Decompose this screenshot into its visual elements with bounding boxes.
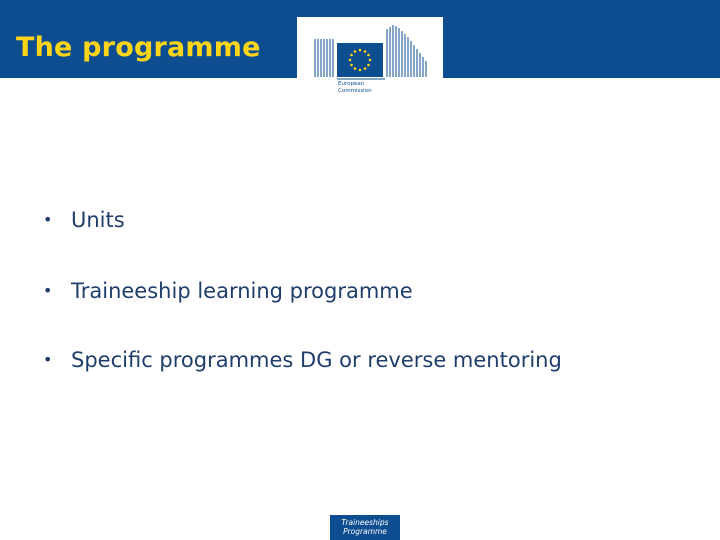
- traineeships-badge: [330, 515, 400, 540]
- bullet-text: Specific programmes DG or reverse mentoring: [71, 348, 562, 372]
- bullet-text: Traineeship learning programme: [71, 279, 413, 303]
- bullet-dot-icon: •: [43, 281, 53, 300]
- logo-line-1: European: [338, 81, 365, 87]
- european-commission-logo: [297, 17, 443, 101]
- logo-line-2: Commission: [338, 87, 372, 94]
- footer-line-2: Programme: [343, 527, 387, 536]
- bullet-dot-icon: •: [43, 210, 53, 229]
- logo-wordmark: [338, 81, 372, 94]
- bullet-text: Units: [71, 208, 125, 232]
- traineeships-badge-text: [330, 518, 400, 536]
- slide-title: The programme: [16, 32, 261, 63]
- footer-line-1: Traineeships: [341, 518, 389, 527]
- bullet-dot-icon: •: [43, 350, 53, 369]
